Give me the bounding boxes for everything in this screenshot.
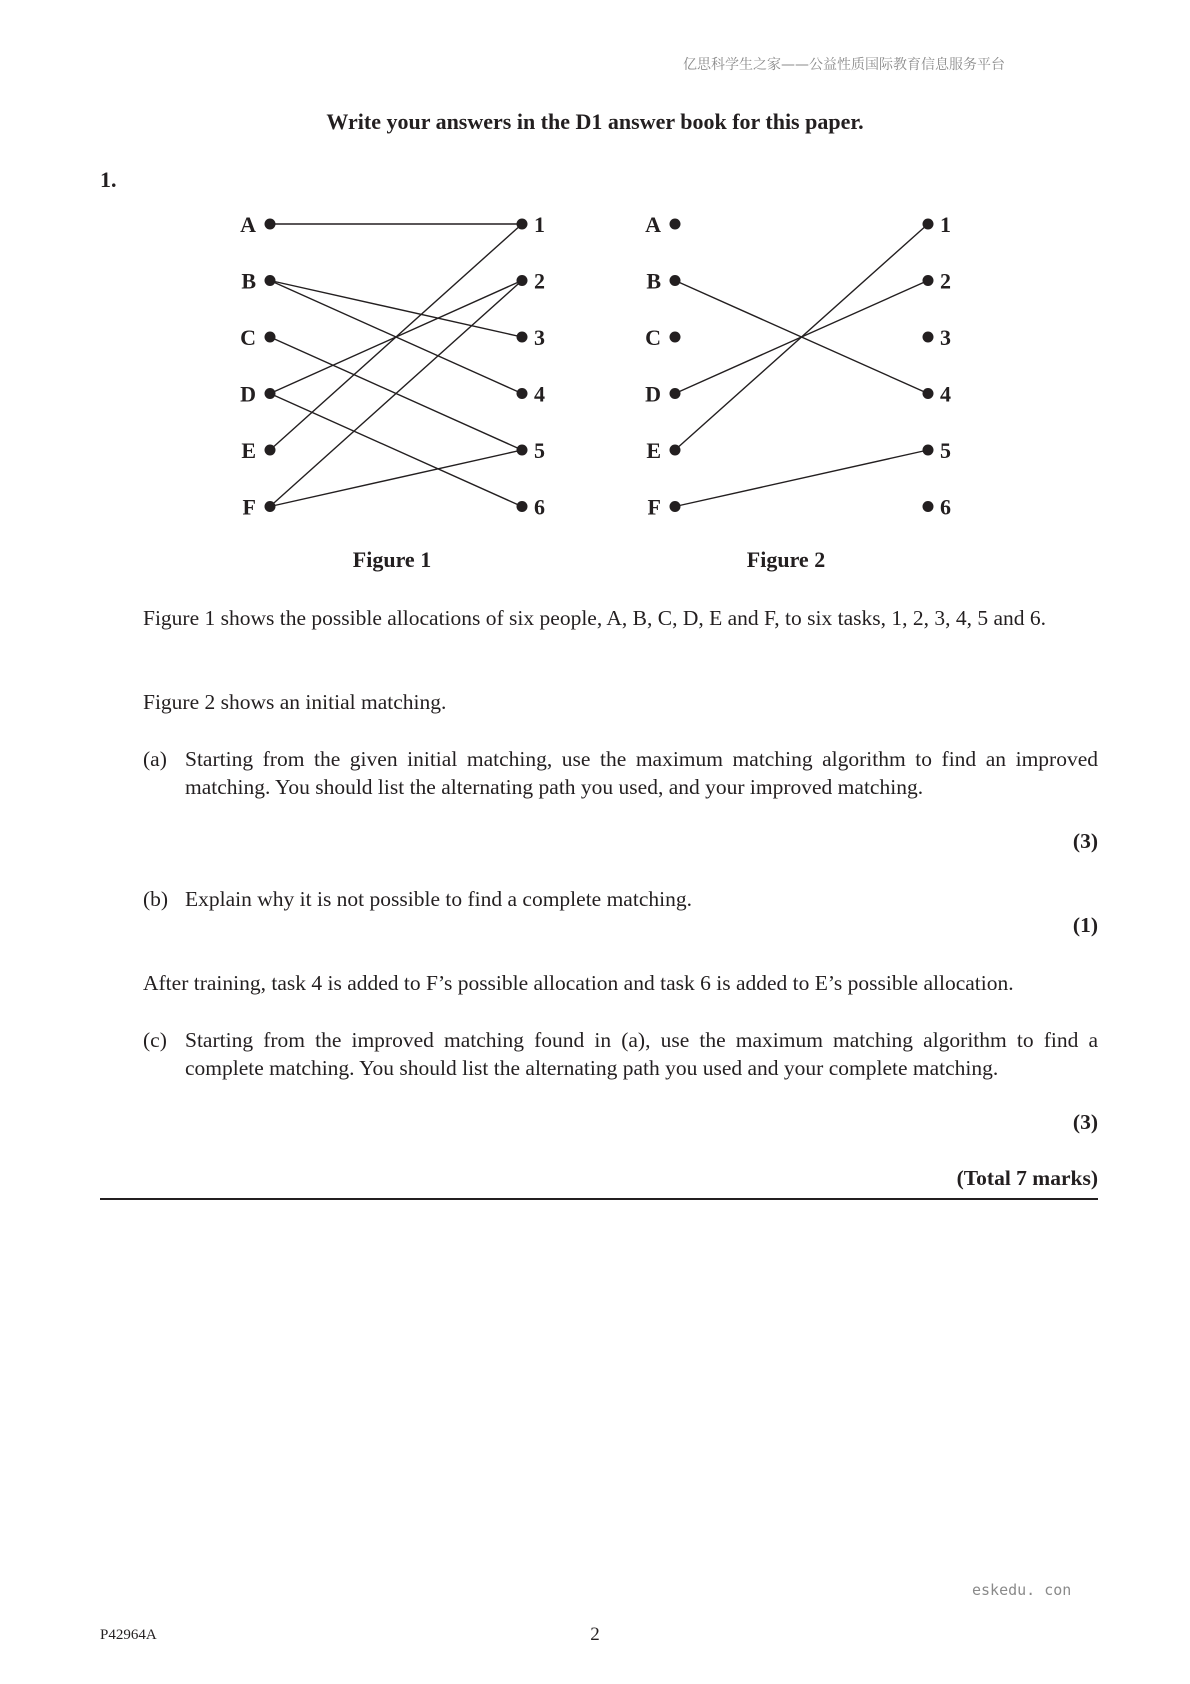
fig1-label-4: 4	[534, 381, 545, 407]
fig1-node-D	[265, 388, 276, 399]
fig2-node-A	[670, 219, 681, 230]
fig2-label-C: C	[645, 325, 661, 350]
figure-2	[645, 212, 951, 520]
fig1-label-2: 2	[534, 268, 545, 294]
paper-code: P42964A	[100, 1627, 157, 1643]
part-c	[143, 1026, 1098, 1082]
figure-1	[240, 212, 545, 520]
fig2-label-A: A	[645, 212, 661, 237]
fig2-node-1	[923, 219, 934, 230]
fig1-node-E	[265, 445, 276, 456]
fig2-node-2	[923, 275, 934, 286]
fig2-node-C	[670, 332, 681, 343]
fig2-node-5	[923, 445, 934, 456]
fig1-edge-D-6	[270, 394, 522, 507]
fig1-label-5: 5	[534, 438, 545, 463]
question-divider	[100, 1198, 1098, 1200]
fig1-label-A: A	[240, 212, 256, 237]
part-b-text: Explain why it is not possible to find a complete matching.	[185, 887, 692, 911]
part-c-marks: (3)	[1072, 1110, 1098, 1134]
fig1-node-1	[517, 219, 528, 230]
fig1-node-A	[265, 219, 276, 230]
page-number: 2	[590, 1624, 600, 1645]
part-c-text: Starting from the improved matching found in (a), use the maximum matching algorithm to find a complete matching. You should list the alternating path you used and your complete matching.	[185, 1028, 1098, 1080]
fig1-node-5	[517, 445, 528, 456]
fig2-label-5: 5	[940, 438, 951, 463]
fig1-edge-E-1	[270, 224, 522, 450]
fig1-label-B: B	[241, 268, 256, 294]
fig2-node-3	[923, 332, 934, 343]
part-a-marks: (3)	[1072, 829, 1098, 853]
fig1-node-C	[265, 332, 276, 343]
fig2-label-E: E	[646, 438, 661, 463]
fig2-label-B: B	[646, 268, 661, 294]
part-b-label: (b)	[143, 887, 169, 911]
fig2-edge-E-1	[675, 224, 928, 450]
fig1-node-6	[517, 501, 528, 512]
fig2-edge-F-5	[675, 450, 928, 507]
fig1-label-1: 1	[534, 212, 545, 237]
part-b	[143, 885, 1098, 913]
watermark-bottom: eskedu. con	[972, 1581, 1072, 1599]
fig2-label-F: F	[647, 494, 661, 520]
fig1-node-B	[265, 275, 276, 286]
question-number: 1.	[100, 167, 117, 192]
bipartite-figures	[0, 0, 1190, 600]
fig2-node-E	[670, 445, 681, 456]
fig1-label-C: C	[240, 325, 256, 350]
fig2-label-1: 1	[940, 212, 951, 237]
fig2-node-4	[923, 388, 934, 399]
fig1-edge-F-2	[270, 281, 522, 507]
fig2-label-3: 3	[940, 325, 951, 350]
fig1-label-6: 6	[534, 494, 545, 520]
fig2-label-D: D	[645, 381, 661, 407]
fig1-label-D: D	[240, 381, 256, 407]
total-marks: (Total 7 marks)	[956, 1166, 1098, 1190]
watermark-top: 亿思科学生之家——公益性质国际教育信息服务平台	[683, 57, 1005, 73]
fig2-node-D	[670, 388, 681, 399]
part-b-marks: (1)	[1072, 913, 1098, 937]
part-a-label: (a)	[143, 747, 167, 771]
fig1-edge-B-3	[270, 281, 522, 338]
part-a-text: Starting from the given initial matching, use the maximum matching algorithm to find an improved matching. You should list the alternating path you used, and your improved matching.	[185, 747, 1098, 799]
fig1-label-F: F	[242, 494, 256, 520]
fig2-node-B	[670, 275, 681, 286]
intro-paragraph-2: Figure 2 shows an initial matching.	[143, 690, 447, 714]
part-c-label: (c)	[143, 1028, 167, 1052]
fig1-node-4	[517, 388, 528, 399]
instruction-heading: Write your answers in the D1 answer book for this paper.	[326, 109, 864, 134]
fig2-node-F	[670, 501, 681, 512]
fig2-node-6	[923, 501, 934, 512]
fig1-node-F	[265, 501, 276, 512]
intro-paragraph-1: Figure 1 shows the possible allocations of six people, A, B, C, D, E and F, to six tasks, 1, 2, 3, 4, 5 and 6.	[143, 606, 1047, 630]
fig2-label-6: 6	[940, 494, 951, 520]
fig1-label-E: E	[241, 438, 256, 463]
part-a	[143, 745, 1098, 801]
fig1-node-3	[517, 332, 528, 343]
fig2-label-4: 4	[940, 381, 951, 407]
figure-2-caption: Figure 2	[746, 547, 826, 572]
fig2-label-2: 2	[940, 268, 951, 294]
fig1-node-2	[517, 275, 528, 286]
training-note: After training, task 4 is added to F’s possible allocation and task 6 is added to E’s possible allocation.	[143, 971, 1014, 995]
figure-1-caption: Figure 1	[352, 547, 432, 572]
fig1-edge-F-5	[270, 450, 522, 507]
fig1-label-3: 3	[534, 325, 545, 350]
